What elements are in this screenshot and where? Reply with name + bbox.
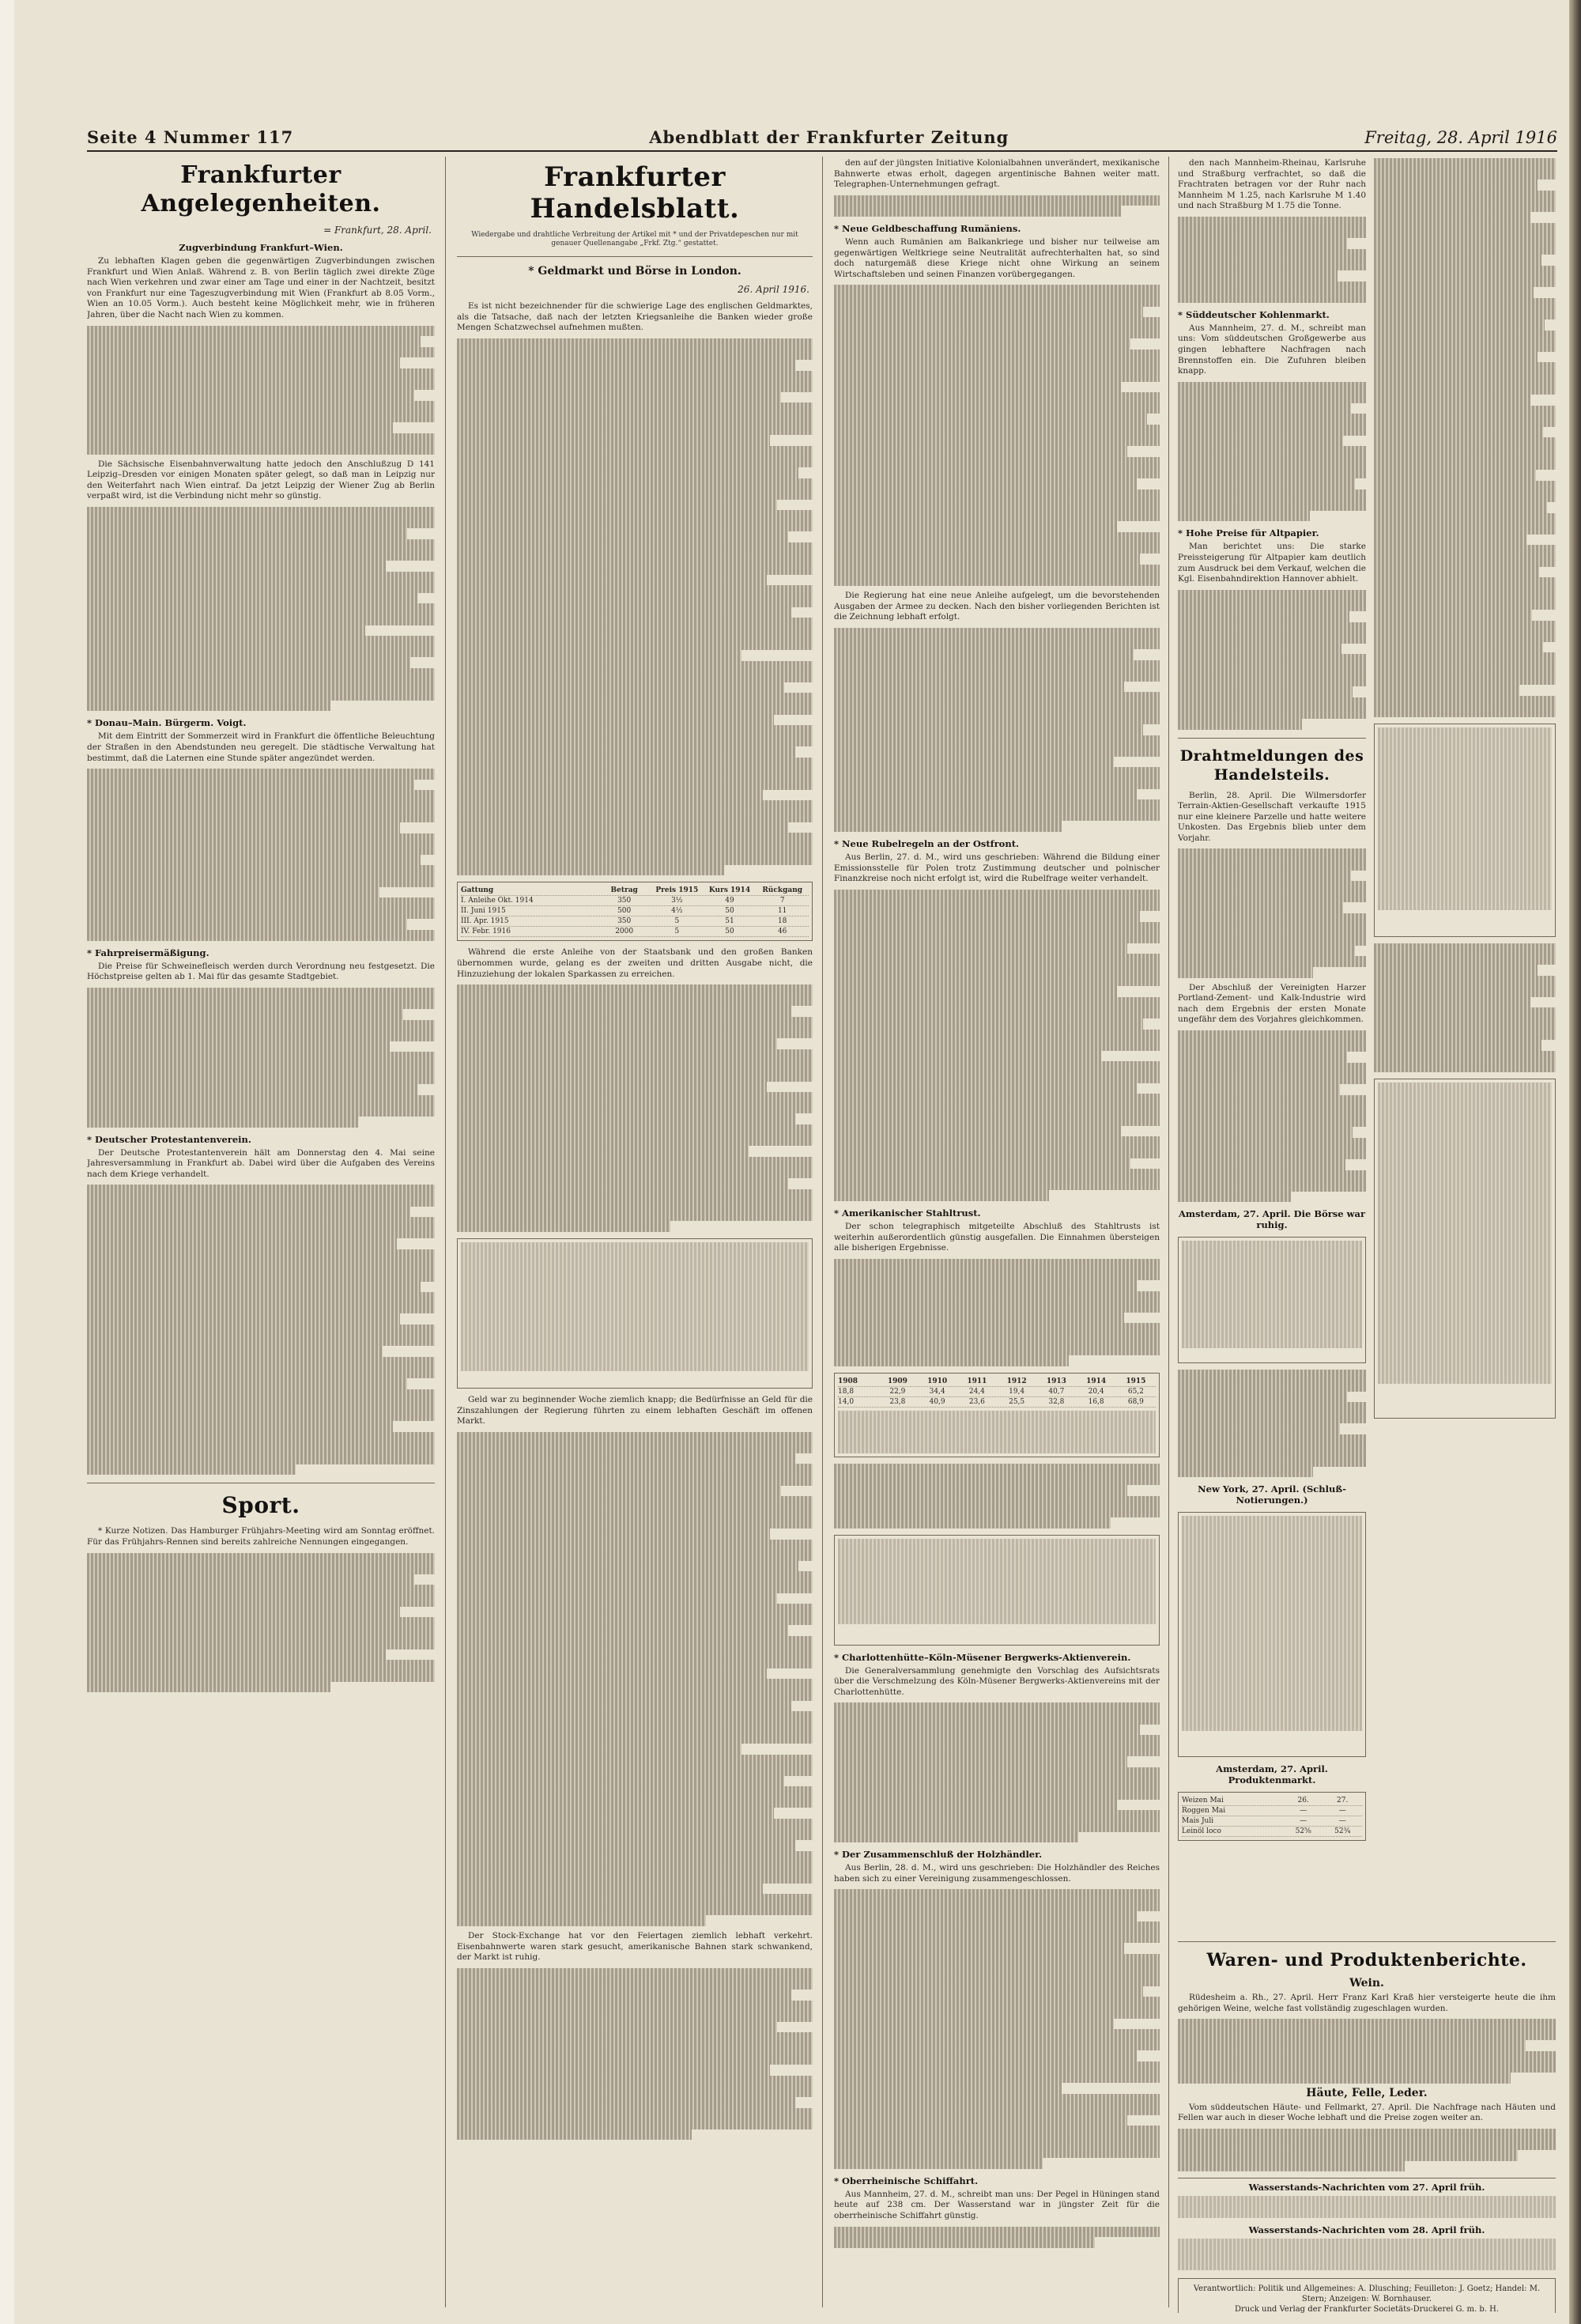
article-paragraph: Mit dem Eintritt der Sommerzeit wird in Frankfurt die öffentliche Beleuchtung der Straßen in den Abendstunden neu geregelt. Die städtische Verwaltung hat bestimmt, daß die Laternen eine Stunde später angezündet werden. — [87, 731, 435, 763]
article-paragraph: Aus Mannheim, 27. d. M., schreibt man uns: Vom süddeutschen Großgewerbe aus gingen lebhaftere Nachfragen nach Brennstoffen ein. Die Zufuhren bleiben knapp. — [1178, 323, 1366, 376]
table-row: Weizen Mai 26. 27. — [1182, 1796, 1362, 1806]
page-edge — [1569, 0, 1581, 2324]
article-paragraph: Wenn auch Rumänien am Balkankriege und bisher nur teilweise am gegenwärtigen Weltkriege seine Neutralität aufrechterhalten hat, so sind doch naturgemäß diese Kriege nicht ohne Wirkung an seinem Wirtschaftsleben und seinen Finanzen vorübergegangen. — [834, 236, 1160, 279]
article-heading: * Süddeutscher Kohlenmarkt. — [1178, 308, 1330, 320]
article-paragraph: Berlin, 28. April. Die Wilmersdorfer Terrain-Aktien-Gesellschaft verkaufte 1915 nur eine kleinere Parzelle und hatte weitere Unkosten. Das Ergebnis blieb unter dem Vorjahr. — [1178, 790, 1366, 843]
article-heading: * Fahrpreisermäßigung. — [87, 947, 209, 958]
table-row: III. Apr. 1915 350 5 51 18 — [461, 916, 809, 927]
binding-strip — [0, 0, 14, 2324]
section-title: Frankfurter Handelsblatt. — [530, 161, 740, 225]
column-local-news — [87, 158, 435, 2309]
table-row: 18,8 22,9 34,4 24,4 19,4 40,7 20,4 65,2 — [838, 1387, 1156, 1397]
nyse-table — [1374, 1079, 1556, 1419]
article-paragraph: Aus Berlin, 28. d. M., wird uns geschrieben: Die Holzhändler des Reiches haben sich zu einer Vereinigung zusammengeschlossen. — [834, 1863, 1160, 1884]
table-row: II. Juni 1915 500 4½ 50 11 — [461, 906, 809, 916]
article-paragraph: den nach Mannheim-Rheinau, Karlsruhe und Straßburg verfrachtet, so daß die Frachtraten betragen vor der Ruhr nach Mannheim M 1.25, nach Karlsruhe M 1.40 und nach Straßburg M 1.75 die Tonne. — [1178, 158, 1366, 211]
article-paragraph: Die Sächsische Eisenbahnverwaltung hatte jedoch den Anschlußzug D 141 Leipzig–Dresden vor einigen Monaten später gelegt, so daß man in Leipzig nur den Weiterfahrt nach Wien eintraf. Da jetzt Leipzig der Wiener Zug ab Berlin verpaßt wird, ist die Verbindung nicht mehr so günstig. — [87, 459, 435, 501]
article-paragraph: Zu lebhaften Klagen geben die gegenwärtigen Zugverbindungen zwischen Frankfurt und Wien Anlaß. Während z. B. von Berlin täglich zwei direkte Züge nach Wien verkehren und zwar einer am Tage und einer in der Nachtzeit, besitzt von Frankfurt nur eine Tageszugverbindung mit Wien (Frankfurt ab 8.05 Vorm., Wien an 10.05 Vorm.). Auch besteht keine Möglichkeit mehr, wie in früheren Jahren, über die Nacht nach Wien zu kommen. — [87, 256, 435, 319]
imprint-editors: Verantwortlich: Politik und Allgemeines: A. Dlusching; Feuilleton: J. Goetz; Handel: M. Stern; Anzeigen: W. Bornhauser. — [1193, 2284, 1541, 2304]
article-paragraph: Die Generalversammlung genehmigte den Vorschlag des Aufsichtsrats über die Verschmelzung des Köln-Müsener Bergwerks-Aktienvereins mit der Charlottenhütte. — [834, 1665, 1160, 1697]
article-paragraph: Der Abschluß der Vereinigten Harzer Portland-Zement- und Kalk-Industrie wird nach dem Ergebnis der ersten Monate ungefähr dem des Vorjahres gleichkommen. — [1178, 982, 1366, 1025]
price-table — [457, 1238, 813, 1389]
market-table — [1178, 1512, 1366, 1757]
market-heading: Amsterdam, 27. April. Die Börse war ruhig. — [1178, 1208, 1365, 1231]
loan-table — [457, 882, 813, 941]
table-header-row: 1908 1909 1910 1911 1912 1913 1914 1915 — [838, 1377, 1156, 1387]
market-table — [1178, 1237, 1366, 1363]
article-paragraph: Während die erste Anleihe von der Staatsbank und den großen Banken übernommen wurde, gelang es der zweiten und dritten Ausgabe nicht, die Hinzuziehung der lokalen Sparkassen zu erreichen. — [457, 947, 813, 979]
section-title: Waren- und Produktenberichte. — [1206, 1950, 1527, 1971]
article-paragraph: Rüdesheim a. Rh., 27. April. Herr Franz Karl Kraß hier versteigerte heute die ihm gehörigen Weine, welche fast vollständig zugeschlagen wurden. — [1178, 1993, 1556, 2013]
exchange-table — [1374, 724, 1556, 937]
page-header — [87, 119, 1557, 152]
article-paragraph: Der Stock-Exchange hat vor den Feiertagen ziemlich lebhaft verkehrt. Eisenbahnwerte waren stark gesucht, amerikanische Bahnen stark schwankend, der Markt ist ruhig. — [457, 1931, 813, 1963]
article-paragraph: Man berichtet uns: Die starke Preissteigerung für Altpapier kam deutlich zum Ausdruck bei dem Verkauf, welchen die Kgl. Eisenbahndirektion Hannover abhielt. — [1178, 542, 1366, 584]
column-finance-news — [834, 158, 1160, 2309]
article-paragraph: Die Regierung hat eine neue Anleihe aufgelegt, um die bevorstehenden Ausgaben der Armee zu decken. Nach den bisher vorliegenden Berichten ist die Zeichnung lebhaft erfolgt. — [834, 590, 1160, 622]
article-heading: * Deutscher Protestantenverein. — [87, 1133, 251, 1145]
article-heading: * Oberrheinische Schiffahrt. — [834, 2175, 979, 2186]
article-paragraph: Aus Berlin, 27. d. M., wird uns geschrieben: Während die Bildung einer Emissionsstelle für Polen trotz Zustimmung deutscher und polnischer Finanzkreise noch nicht erfolgt ist, wird die Rubelfrage weiter verhandelt. — [834, 852, 1160, 884]
produce-reports-block — [1178, 1941, 1556, 2313]
article-paragraph: Geld war zu beginnender Woche ziemlich knapp; die Bedürfnisse an Geld für die Zinszahlungen der Regierung führten zu einem lebhaften Geschäft im offenen Markt. — [457, 1394, 813, 1427]
imprint-publisher: Druck und Verlag der Frankfurter Societäts-Druckerei G. m. b. H. — [1234, 2305, 1500, 2313]
page-number: Seite 4 Nummer 117 — [87, 127, 294, 147]
imprint-box — [1178, 2278, 1556, 2313]
article-heading: * Neue Rubelregeln an der Ostfront. — [834, 838, 1020, 850]
column-rule — [822, 157, 823, 2307]
article-paragraph: Der schon telegraphisch mitgeteilte Abschluß des Stahltrusts ist weiterhin außerordentlich günstig ausgefallen. Die Einnahmen übersteigen alle bisherigen Ergebnisse. — [834, 1222, 1160, 1253]
article-paragraph: Der Deutsche Protestantenverein hält am Donnerstag den 4. Mai seine Jahresversammlung in Frankfurt ab. Dabei wird über die Aufgaben des Vereins nach dem Kriege verhandelt. — [87, 1147, 435, 1179]
section-title: Drahtmeldungen des Handelsteils. — [1179, 746, 1364, 784]
section-title: Frankfurter Angelegenheiten. — [141, 161, 381, 217]
column-rule — [1168, 157, 1169, 2307]
article-heading: * Geldmarkt und Börse in London. — [528, 265, 741, 278]
issue-date: Freitag, 28. April 1916 — [1364, 128, 1557, 147]
dateline: = Frankfurt, 28. April. — [323, 225, 432, 236]
table-header-row: Gattung Betrag Preis 1915 Kurs 1914 Rückgang — [461, 886, 809, 896]
table-row: I. Anleihe Okt. 1914 350 3½ 49 7 — [461, 896, 809, 906]
water-level-heading: Wasserstands-Nachrichten vom 28. April früh. — [1248, 2224, 1485, 2235]
article-paragraph: Vom süddeutschen Häute- und Fellmarkt, 27. April. Die Nachfrage nach Häuten und Fellen war auch in dieser Woche lebhaft und die Preise zogen weiter an. — [1178, 2102, 1556, 2123]
article-paragraph: den auf der jüngsten Initiative Kolonialbahnen unverändert, mexikanische Bahnwerte etwas erholt, dagegen argentinische Bahnen weiter matt. Telegraphen-Unternehmungen gefragt. — [834, 158, 1160, 190]
article-paragraph: * Kurze Notizen. Das Hamburger Frühjahrs-Meeting wird am Sonntag eröffnet. Für das Frühjahrs-Rennen sind bereits zahlreiche Nennungen eingegangen. — [87, 1526, 435, 1547]
water-level-heading: Wasserstands-Nachrichten vom 27. April früh. — [1178, 2178, 1556, 2193]
article-paragraph: Es ist nicht bezeichnender für die schwierige Lage des englischen Geldmarktes, als die Tatsache, daß nach der letzten Kriegsanleihe die Banken wieder große Mengen Schatzwechsel aufnehmen mußten. — [457, 301, 813, 333]
produce-table — [1178, 1792, 1366, 1841]
article-heading: * Hohe Preise für Altpapier. — [1178, 527, 1319, 539]
article-heading: * Der Zusammenschluß der Holzhändler. — [834, 1849, 1043, 1861]
article-heading: * Donau–Main. Bürgerm. Voigt. — [87, 717, 247, 729]
column-trade-news — [457, 158, 813, 2309]
subsection-title: Wein. — [1349, 1977, 1384, 1990]
masthead: Abendblatt der Frankfurter Zeitung — [649, 127, 1009, 147]
article-heading: Zugverbindung Frankfurt–Wien. — [179, 242, 343, 253]
reprint-note: Wiedergabe und drahtliche Verbreitung der Artikel mit * und der Privatdepeschen nur mit genauer Quellenangabe „Frkf. Ztg.“ gestattet. — [471, 231, 798, 248]
table-row: Roggen Mai — — — [1182, 1806, 1362, 1816]
table-row: 14,0 23,8 40,9 23,6 25,5 32,8 16,8 68,9 — [838, 1397, 1156, 1408]
article-heading: * Amerikanischer Stahltrust. — [834, 1207, 981, 1219]
column-rule — [445, 157, 446, 2307]
article-heading: * Charlottenhütte–Köln-Müsener Bergwerks-Aktienverein. — [834, 1651, 1131, 1663]
market-heading: New York, 27. April. (Schluß-Notierungen.) — [1198, 1483, 1346, 1506]
article-paragraph: Die Preise für Schweinefleisch werden durch Verordnung neu festgesetzt. Die Höchstpreise gelten ab 1. Mai für das gesamte Stadtgebiet. — [87, 961, 435, 982]
table-row: Mais Juli — — — [1182, 1816, 1362, 1827]
article-heading: * Neue Geldbeschaffung Rumäniens. — [834, 222, 1021, 234]
dateline: 26. April 1916. — [738, 284, 809, 295]
subsection-title: Häute, Felle, Leder. — [1306, 2086, 1428, 2099]
monthly-table — [834, 1535, 1160, 1646]
table-row: IV. Febr. 1916 2000 5 50 46 — [461, 927, 809, 937]
market-heading: Amsterdam, 27. April. Produktenmarkt. — [1216, 1763, 1328, 1786]
steel-trust-table — [834, 1373, 1160, 1457]
table-row: Leinöl loco 52⅝ 52¾ — [1182, 1827, 1362, 1837]
article-paragraph: Aus Mannheim, 27. d. M., schreibt man uns: Der Pegel in Hüningen stand heute auf 238 cm. Der Wasserstand war in jüngster Zeit für die oberrheinische Schiffahrt günstig. — [834, 2189, 1160, 2220]
section-title-sport: Sport. — [221, 1492, 300, 1519]
